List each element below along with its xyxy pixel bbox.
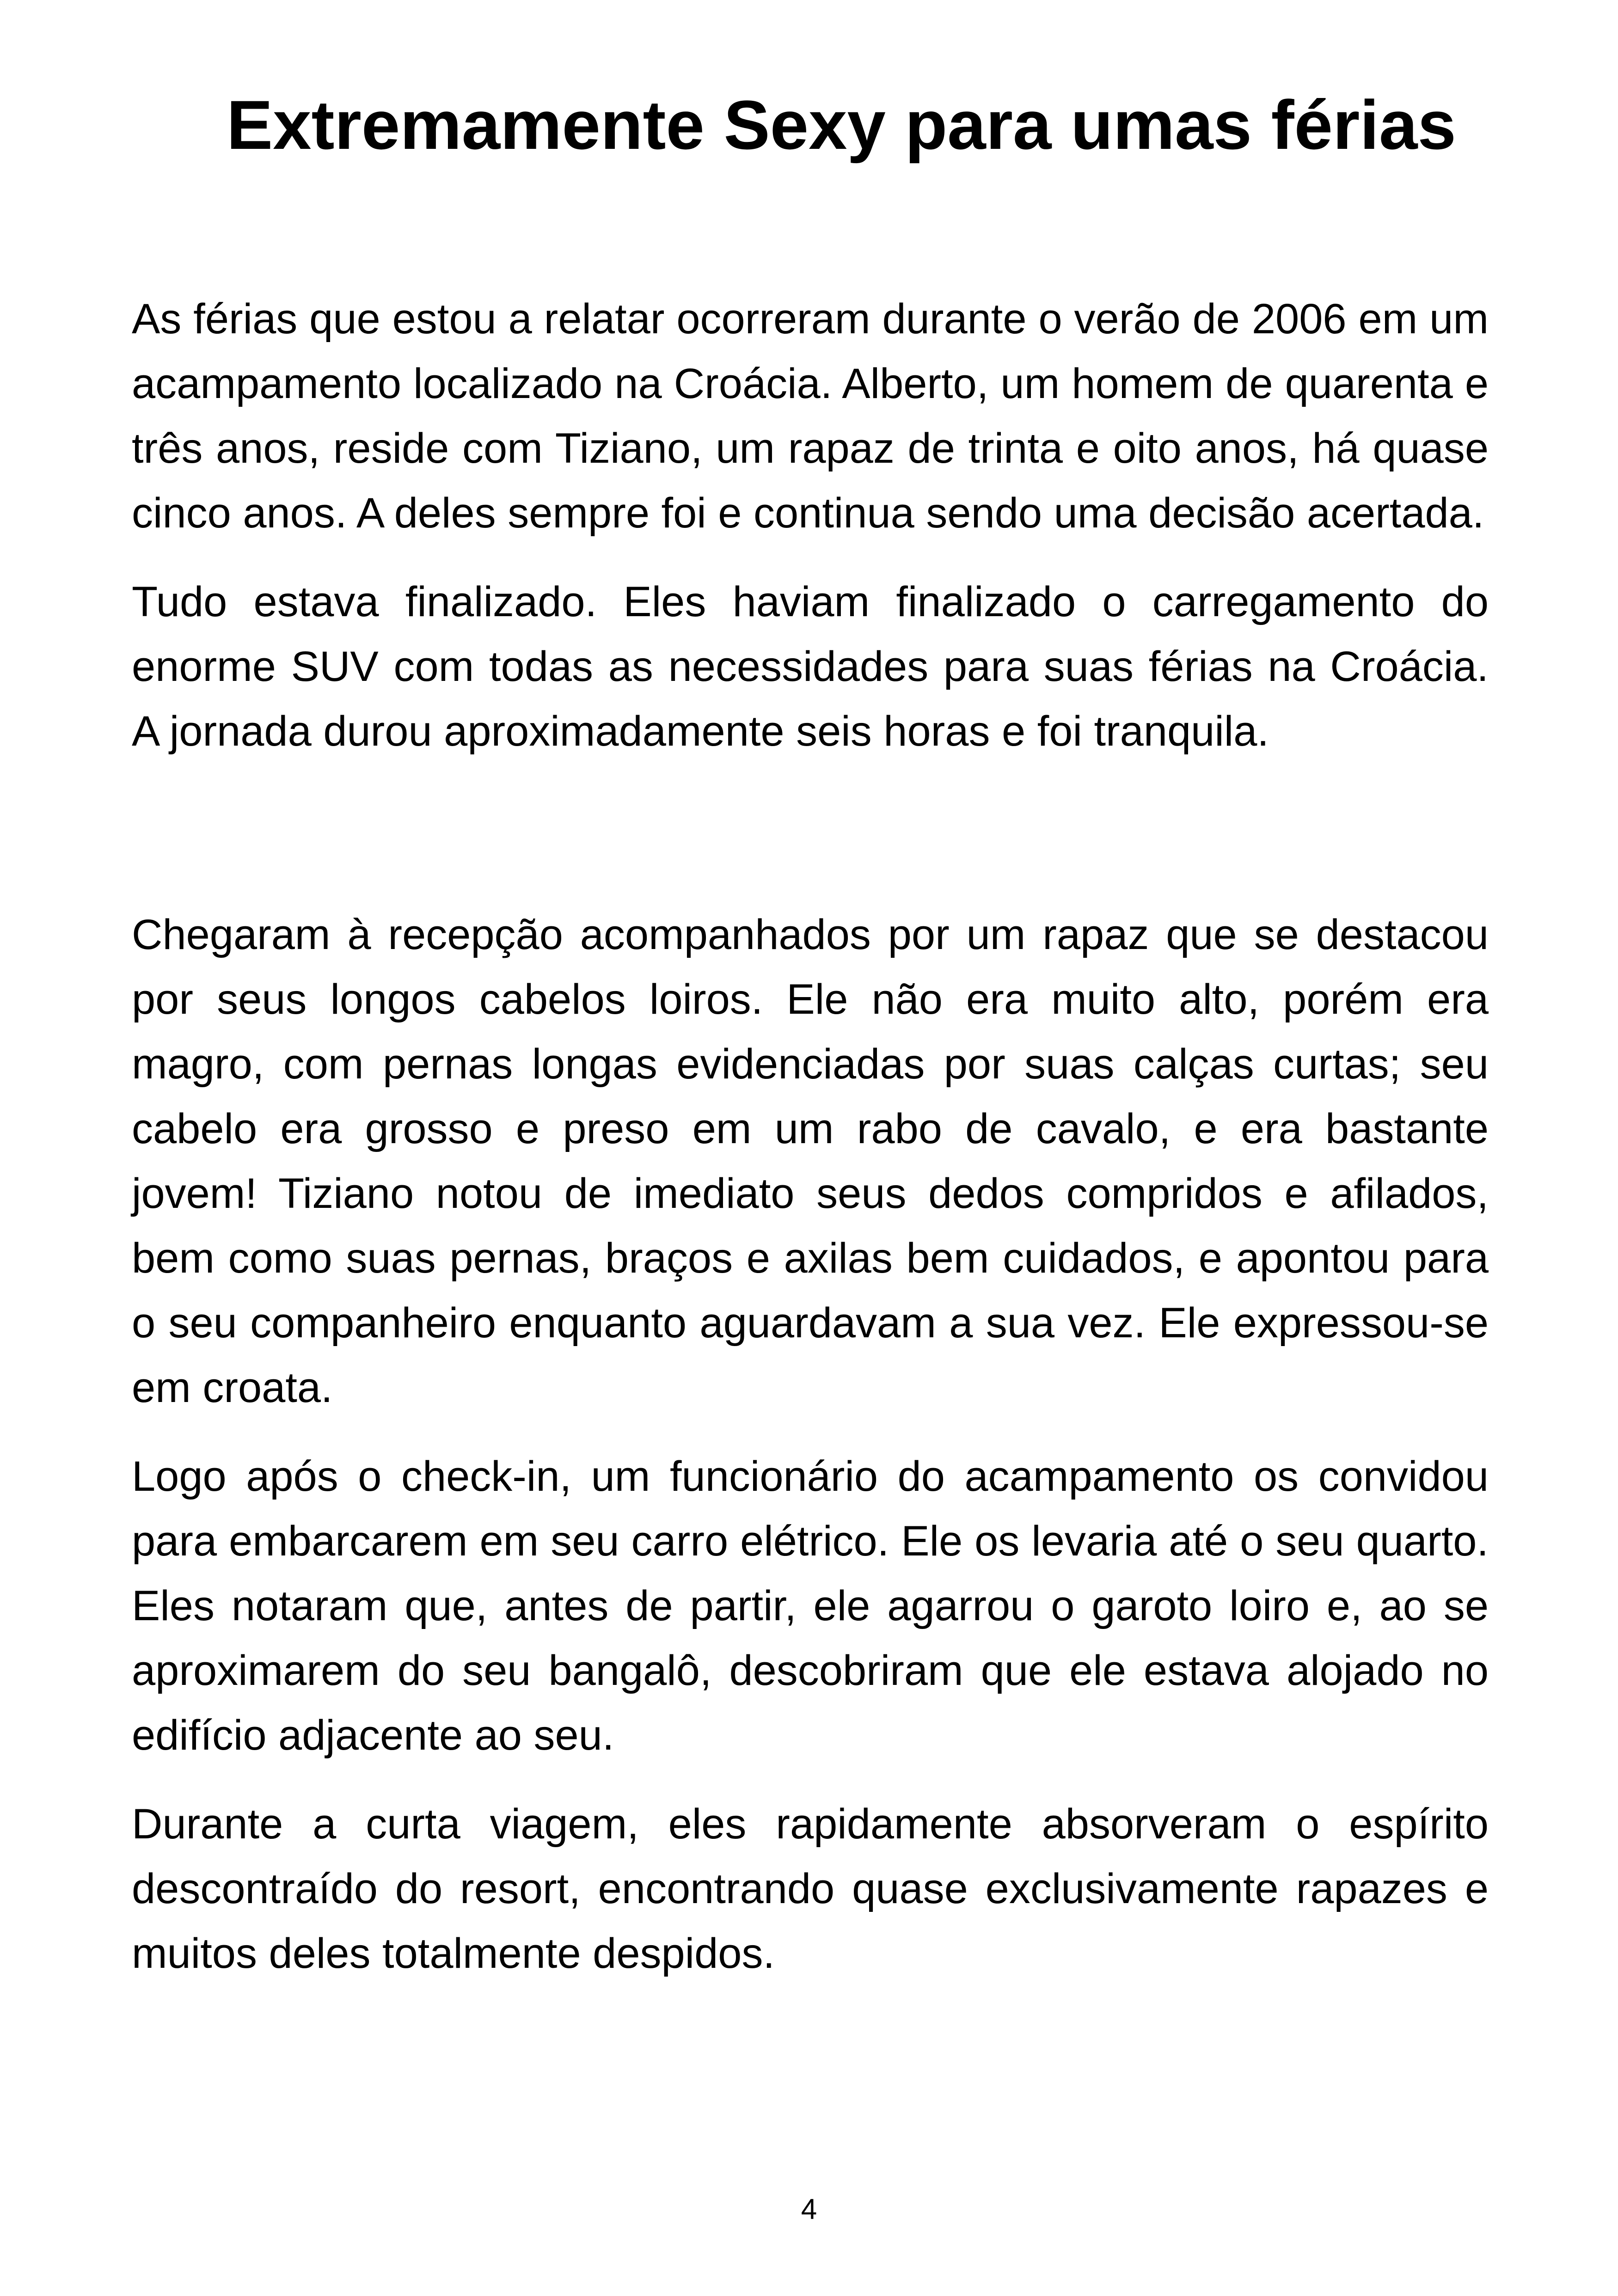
paragraph-5: Durante a curta viagem, eles rapidamente absorveram o espírito descontraído do resort, encontrando quase exclusivamente rapazes e muitos deles totalmente despidos. xyxy=(132,1800,1489,1977)
paragraph-2: Tudo estava finalizado. Eles haviam finalizado o carregamento do enorme SUV com todas as necessidades para suas férias na Croácia. A jornada durou aproximadamente seis horas e foi tranquila. xyxy=(132,578,1489,755)
paragraph-4: Logo após o check-in, um funcionário do acampamento os convidou para embarcarem em seu carro elétrico. Ele os levaria até o seu quarto. Eles notaram que, antes de partir, ele agarrou o garoto loiro e, ao se aproximarem do seu bangalô, descobriram que ele estava alojado no edifício adjacente ao seu. xyxy=(132,1453,1489,1759)
page-number: 4 xyxy=(801,2193,817,2225)
page-title: Extremamente Sexy para umas férias xyxy=(227,86,1456,164)
text-body xyxy=(132,287,1489,1986)
paragraph-3: Chegaram à recepção acompanhados por um rapaz que se destacou por seus longos cabelos loiros. Ele não era muito alto, porém era magro, com pernas longas evidenciadas por suas calças curtas; seu cabelo era grosso e preso em um rabo de cavalo, e era bastante jovem! Tiziano notou de imediato seus dedos compridos e afilados, bem como suas pernas, braços e axilas bem cuidados, e apontou para o seu companheiro enquanto aguardavam a sua vez. Ele expressou-se em croata. xyxy=(132,911,1489,1411)
paragraph-1: As férias que estou a relatar ocorreram durante o verão de 2006 em um acampamento localizado na Croácia. Alberto, um homem de quarenta e três anos, reside com Tiziano, um rapaz de trinta e oito anos, há quase cinco anos. A deles sempre foi e continua sendo uma decisão acertada. xyxy=(132,295,1489,537)
